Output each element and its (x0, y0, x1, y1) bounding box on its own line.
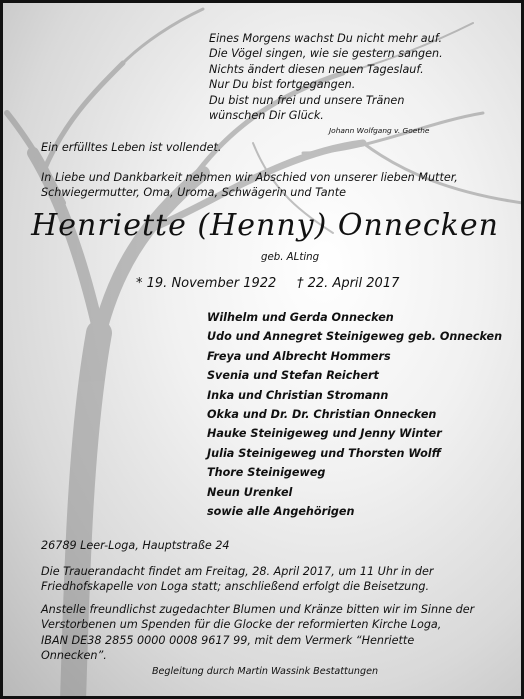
birth-date: * 19. November 1922 (136, 276, 277, 291)
poem-line: wünschen Dir Glück. (209, 108, 324, 122)
poem-line: Eines Morgens wachst Du nicht mehr auf. (209, 32, 443, 45)
mourner-entry: Udo und Annegret Steinigeweg geb. Onnecken (207, 330, 503, 344)
service-line: Friedhofskapelle von Loga statt; anschließend erfolgt die Beisetzung. (41, 580, 430, 594)
poem-line: Nur Du bist fortgegangen. (209, 78, 356, 92)
donation-line: IBAN DE38 2855 0000 0008 9617 99, mit dem Vermerk “Henriette (41, 633, 415, 647)
poem-line: Nichts ändert diesen neuen Tageslauf. (209, 62, 424, 76)
mourner-entry: Svenia und Stefan Reichert (207, 369, 379, 383)
poem-line: Du bist nun frei und unsere Tränen (209, 93, 405, 107)
birth-name: geb. ALting (261, 252, 320, 263)
mourner-entry: Hauke Steinigeweg und Jenny Winter (207, 427, 442, 441)
deceased-name: Henriette (Henny) Onnecken (31, 208, 499, 243)
mourner-entry: Okka und Dr. Dr. Christian Onnecken (207, 407, 437, 421)
service-info (41, 564, 433, 595)
poem-line: Die Vögel singen, wie sie gestern sangen. (209, 47, 443, 61)
donation-line: Anstelle freundlichst zugedachter Blumen und Kränze bitten wir im Sinne der (41, 603, 475, 616)
mourners-list (207, 308, 502, 521)
donation-line: Verstorbenen um Spenden für die Glocke der reformierten Kirche Loga, (41, 618, 442, 632)
address: 26789 Leer-Loga, Hauptstraße 24 (41, 539, 230, 552)
mourner-entry: sowie alle Angehörigen (207, 504, 355, 518)
mourner-entry: Inka und Christian Stromann (207, 388, 389, 402)
farewell-line: In Liebe und Dankbarkeit nehmen wir Abschied von unserer lieben Mutter, (41, 171, 458, 184)
mourner-entry: Neun Urenkel (207, 485, 293, 499)
mourner-entry: Wilhelm und Gerda Onnecken (207, 311, 394, 324)
fulfilled-life-line: Ein erfülltes Leben ist vollendet. (41, 141, 222, 154)
funeral-home: Begleitung durch Martin Wassink Bestattungen (151, 666, 379, 677)
mourner-entry: Thore Steinigeweg (207, 466, 326, 480)
donation-line: Onnecken”. (41, 649, 107, 663)
death-date: † 22. April 2017 (297, 276, 400, 291)
donation-info (41, 602, 474, 664)
poem (209, 31, 443, 123)
mourner-entry: Julia Steinigeweg und Thorsten Wolff (207, 446, 441, 460)
mourner-entry: Freya und Albrecht Hommers (207, 349, 391, 363)
poem-author: Johann Wolfgang v. Goethe (329, 126, 430, 135)
farewell-line: Schwiegermutter, Oma, Uroma, Schwägerin und Tante (41, 186, 346, 200)
farewell-text (41, 170, 458, 201)
service-line: Die Trauerandacht findet am Freitag, 28. April 2017, um 11 Uhr in der (41, 565, 434, 578)
